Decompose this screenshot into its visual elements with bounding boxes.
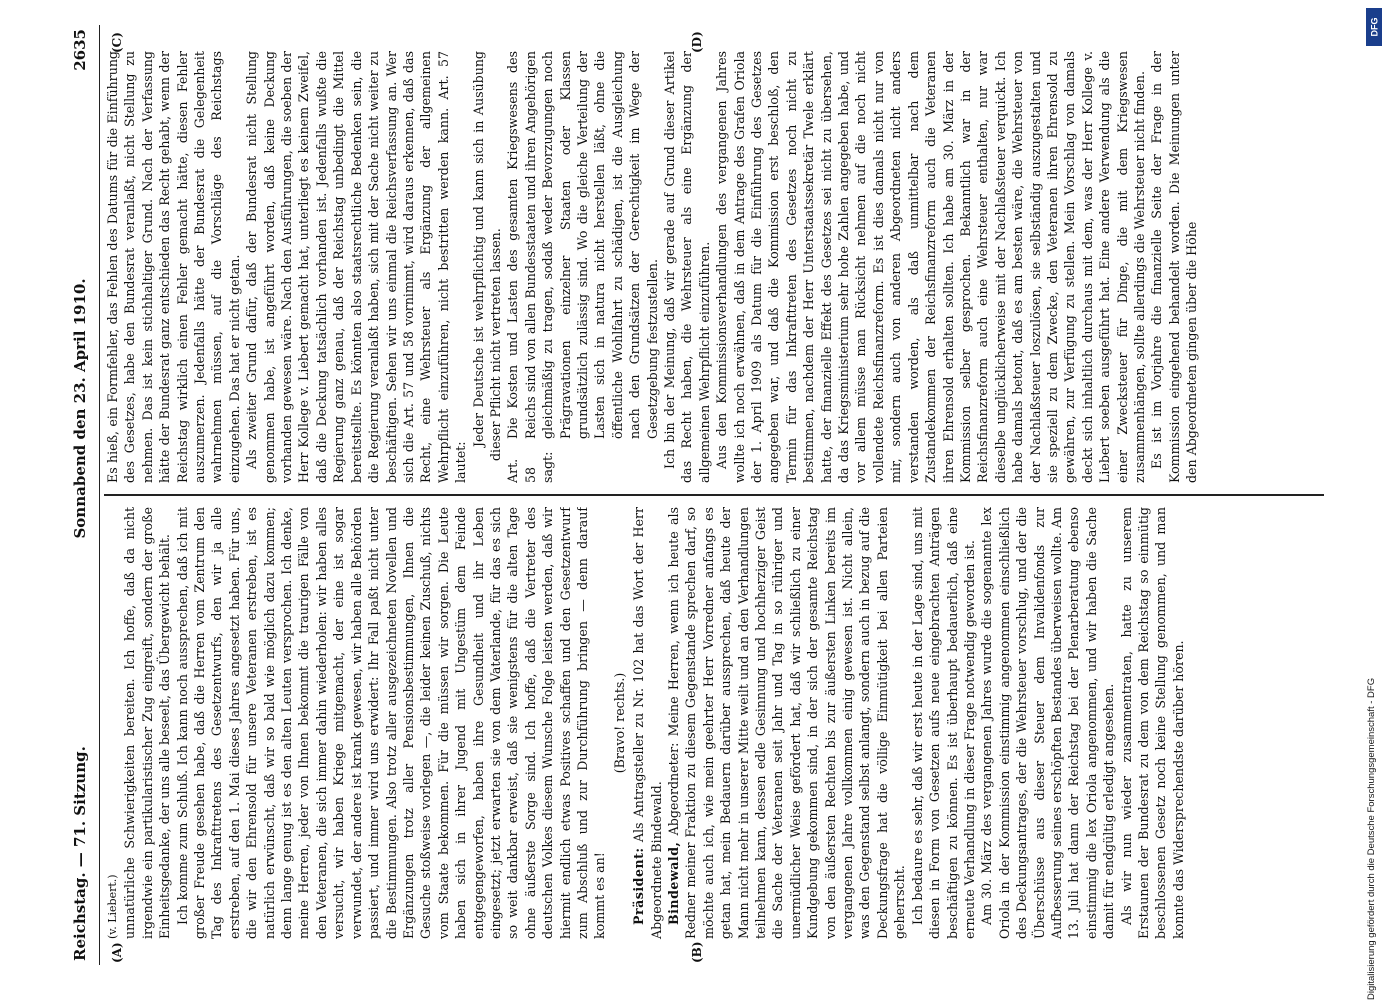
paragraph: Am 30. März des vergangenen Jahres wurde die sogenannte lex Oriola in der Kommission einstimmig angenommen einschließlich des Deckungsantrages, der die Wehrsteuer vorschlug, und der die Überschüsse aus dieser Steuer dem Invalidenfonds zur Aufbesserung seines erschöpften Bestandes überweisen wollte. Am 13. Juli hat dann der Reichstag bei der Plenarberatung ebenso einstimmig die lex Oriola angenommen, und wir haben die Sache damit für endgültig erledigt angesehen.: [979, 507, 1117, 939]
article-58-quote: Die Kosten und Lasten des gesamten Kriegswesens des Reichs sind von allen Bundesstaaten und ihren Angehörigen gleichmäßig zu tragen, sodaß weder Bevorzugungen noch Prägravationen einzelner Staaten oder Klassen grundsätzlich zulässig sind. Wo die gleiche Verteilung der Lasten sich in natura nicht herstellen läßt, ohne die öffentliche Wohlfahrt zu schädigen, ist die Ausgleichung nach den Grundsätzen der Gerechtigkeit im Wege der Gesetzgebung festzustellen.: [505, 51, 660, 439]
margin-mark-a: (A): [110, 942, 124, 963]
page-header: [60, 25, 100, 965]
dfg-logo: DFG: [1366, 8, 1382, 46]
bindewald-label: Bindewald,: [666, 841, 681, 925]
president-text: Als Antragsteller zu Nr. 102 hat das Wort der Herr Abgeordnete Bindewald.: [631, 507, 664, 939]
paragraph: Ich komme zum Schluß. Ich kann noch aussprechen, daß ich mit großer Freude gesehen habe, daß die Herren vom Zentrum den Tag des Inkrafttretens des Gesetzentwurfs, den wir ja alle erstreben, auf den 1. Mai dieses Jahres angesetzt haben. Für uns, die wir den Ehrensold für unsere Veteranen erstreben, ist es natürlich erwünscht, daß wir so bald wie möglich dazu kommen; denn lange genug ist es den alten Leuten versprochen. Ich denke, meine Herren, jeder von Ihnen bekommt die traurigen Fälle von den Veteranen, die sich immer dahin wiederholen: wir haben alles versucht, wir haben Kriege mitgemacht, der eine ist sogar verwundet, der andere ist krank gewesen, wir haben alle Behörden passiert, und immer wird uns erwidert: Ihr Fall paßt nicht unter die Bestimmungen. Also trotz aller ausgezeichneten Novellen und Ergänzungen trotz aller Pensionsbestimmungen, Ihnen die Gesuche stoßweise vorlegen —, die leider keinen Zuschuß, nichts vom Staate bekommen. Für die müssen wir sorgen. Die Leute haben sich in ihrer Jugend mit Ungestüm dem Feinde entgegengeworfen, haben ihre Gesundheit und ihr Leben eingesetzt; jetzt erwarten sie von dem Vaterlande, für das es sich so weit dankbar erweist, daß sie wenigstens für die alten Tage ohne äußerste Sorge sind. Ich hoffe, daß die Vertreter des deutschen Volkes diesem Wunsche Folge leisten werden, daß wir hiermit endlich etwas Positives schaffen und den Gesetzentwurf zum Abschluß und zur Durchführung bringen — denn darauf kommt es an!: [174, 507, 608, 939]
header-left: Reichstag. — 71. Sitzung.: [70, 746, 89, 961]
header-date: Sonnabend den 23. April 1910.: [70, 278, 89, 539]
paragraph: Als zweiter Grund dafür, daß der Bundesrat nicht Stellung genommen habe, ist angeführt worden, daß keine Deckung vorhanden gewesen wäre. Nach den Ausführungen, die soeben der Herr Kollege v. Liebert gemacht hat, unterliegt es keinem Zweifel, daß die Deckung tatsächlich vorhanden ist. Jedenfalls wußte die Regierung ganz genau, daß der Reichstag unbedingt die Mittel bereitstellte. Es könnten also staatsrechtliche Bedenken sein, die die Regierung veranlaßt haben, sich mit der Sache nicht weiter zu beschäftigen. Sehen wir uns einmal die Reichsverfassung an. Wer sich die Art. 57 und 58 vornimmt, wird daraus erkennen, daß das Recht, eine Wehrsteuer als Ergänzung der allgemeinen Wehrpflicht einzuführen, nicht bestritten werden kann. Art. 57 lautet:: [244, 51, 469, 483]
speaker-tag: (v. Liebert.): [106, 874, 119, 939]
margin-mark-c: (C): [110, 32, 124, 53]
column-divider: [104, 495, 1324, 497]
credit-text: Digitalisierung gefördert durch die Deutsche Forschungsgemeinschaft - DFG: [1366, 677, 1377, 1000]
paragraph: Ich bedaure es sehr, daß wir erst heute in der Lage sind, uns mit diesen in Form von Gesetzen aufs neue eingebrachten Anträgen beschäftigen zu können. Es ist überhaupt bedauerlich, daß eine erneute Verhandlung in dieser Frage notwendig geworden ist.: [909, 507, 977, 939]
bindewald-text: Meine Herren, wenn ich heute als Redner meiner Fraktion zu diesem Gegenstande sprechen darf, so möchte auch ich, wie mein geehrter Herr Vorredner anfangs es getan hat, mein Bedauern darüber aussprechen, daß heute der Mann nicht mehr in unserer Mitte weilt und an den Verhandlungen teilnehmen kann, dessen edle Gesinnung und hochherziger Geist die Sache der Veteranen seit Jahr und Tag in so rühriger und unermüdlicher Weise gefördert hat, daß wir schließlich zu einer Kundgebung gekommen sind, in der sich der gesamte Reichstag von den äußersten Rechten bis zur äußersten Linken bereits im vergangenen Jahre vollkommen einig gewesen ist. Nicht allein, was den Gegenstand selbst anlangt, sondern auch in bezug auf die Deckungsfrage hat die völlige Einmütigkeit bei allen Parteien geherrscht.: [666, 507, 908, 939]
article-58-label: Art. 58 sagt:: [505, 451, 556, 483]
paragraph: Als wir nun wieder zusammentraten, hatte zu unserem Erstaunen der Bundesrat zu dem von dem Reichstag so einmütig beschlossenen Gesetz noch keine Stellung genommen, und man konnte das Widersprechendste darüber hören.: [1118, 507, 1186, 939]
president-statement: [630, 507, 665, 939]
margin-mark-d: (D): [690, 31, 704, 53]
left-column: [104, 507, 1330, 965]
applause: (Bravo! rechts.): [611, 672, 627, 774]
paragraph: Es ist im Vorjahre die finanzielle Seite der Frage in der Kommission eingehend behandelt worden. Die Meinungen unter den Abgeordneten gingen über die Höhe: [1149, 51, 1200, 483]
paragraph: Es hieß, ein Formfehler, das Fehlen des Datums für die Einführung des Gesetzes, habe den Bundesrat veranlaßt, nicht Stellung zu nehmen. Das ist kein stichhaltiger Grund. Nach der Verfassung hätte der Bundesrat ganz entschieden das Recht gehabt, wenn der Reichstag wirklich einen Fehler gemacht hätte, diesen Fehler auszumerzen. Jedenfalls hätte der Bundesrat die Gelegenheit wahrnehmen müssen, auf die Vorschläge des Reichstags einzugehen. Das hat er nicht getan.: [105, 51, 242, 483]
article-57-quote: Jeder Deutsche ist wehrpflichtig und kann sich in Ausübung dieser Pflicht nicht vertreten lassen.: [470, 51, 503, 461]
article-58: [504, 51, 661, 483]
paragraph: unnatürliche Schwierigkeiten bereiten. Ich hoffe, daß da nicht irgendwie ein partikularistischer Zug eingreift, sondern der große Einheitsgedanke, der uns alle beseelt, das Übergewicht behält.: [122, 507, 173, 939]
paragraph: Ich bin der Meinung, daß wir gerade auf Grund dieser Artikel das Recht haben, die Wehrsteuer als eine Ergänzung der allgemeinen Wehrpflicht einzuführen.: [662, 51, 712, 483]
president-label: Präsident:: [631, 847, 647, 925]
rotated-page: [60, 25, 1330, 965]
paragraph: Aus den Kommissionsverhandlungen des vergangenen Jahres wollte ich noch erwähnen, daß in dem Antrage des Grafen Oriola der 1. April 1909 als Datum für die Einführung des Gesetzes angegeben war, und daß die Kommission erst beschloß, den Termin für das Inkrafttreten des Gesetzes noch nicht zu bestimmen, nachdem der Herr Unterstaatssekretär Twele erklärt hatte, der finanzielle Effekt des Gesetzes sei nicht zu übersehen, da das Kriegsministerium sehr hohe Zahlen angegeben habe, und vor allem müsse man Rücksicht nehmen auf die noch nicht vollendete Reichsfinanzreform. Es ist dies damals nicht nur von mir, sondern auch von anderen Abgeordneten nicht anders verstanden worden, als daß unmittelbar nach dem Zustandekommen der Reichsfinanzreform auch die Veteranen ihren Ehrensold erhalten sollten. Ich habe am 30. März in der Kommission selber gesprochen. Bekanntlich war in der Reichsfinanzreform auch eine Wehrsteuer enthalten, nur war dieselbe unglücklicherweise mit der Nachlaßsteuer verquickt. Ich habe damals betont, daß es am besten wäre, die Wehrsteuer von der Nachlaßsteuer loszulösen, sie selbständig auszugestalten und sie speziell zu dem Zwecke, den Veteranen ihren Ehrensold zu gewähren, zur Verfügung zu stellen. Mein Vorschlag von damals deckt sich inhaltlich durchaus mit dem, was der Herr Kollege v. Liebert soeben ausgeführt hat. Eine andere Verwendung als die einer Zwecksteuer für Dinge, die mit dem Kriegswesen zusammenhängen, sollte allerdings die Wehrsteuer nicht finden.: [714, 51, 1147, 483]
bindewald-statement: [665, 507, 909, 939]
digitization-credit: [1360, 10, 1382, 1000]
right-column: [104, 25, 1330, 483]
bindewald-role: Abgeordneter:: [666, 742, 681, 836]
page-number: 2635: [70, 29, 89, 71]
margin-mark-b: (B): [690, 941, 704, 963]
